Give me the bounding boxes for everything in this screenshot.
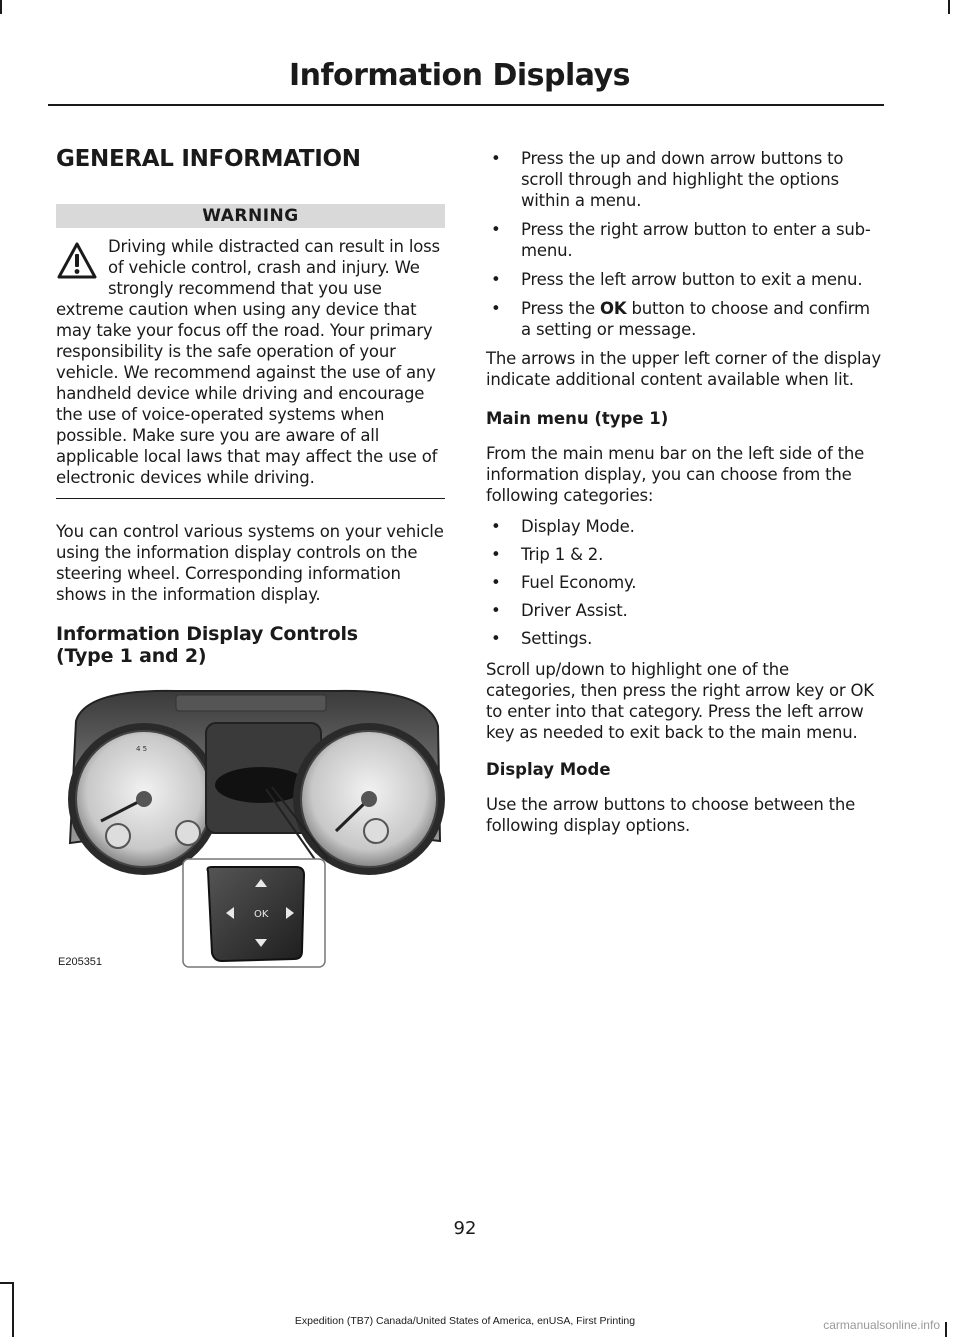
scroll-paragraph: Scroll up/down to highlight one of the categories, then press the right arrow key or OK to enter into that category. Press the left arrow key as needed to exit back to the main menu. [486,660,874,742]
warning-triangle-icon [56,240,98,282]
controls-subheading: Information Display Controls (Type 1 and 2) [56,622,358,667]
list-item: • Driver Assist. [491,601,628,620]
main-menu-paragraph: From the main menu bar on the left side of the information display, you can choose from the following categories: [486,444,865,505]
left-column [56,140,445,981]
list-item: • Settings. [491,629,593,648]
crop-mark-bottom-left-h [0,1282,14,1284]
crop-mark-bottom-right [945,1322,947,1337]
svg-text:4 5: 4 5 [136,744,148,753]
warning-rule [56,498,445,499]
intro-paragraph: You can control various systems on your vehicle using the information display controls on the steering wheel. Corresponding information shows in the information display. [56,521,444,604]
list-item: • Press the left arrow button to exit a menu. [491,270,863,289]
navigation-bullets [486,148,881,340]
page-header-title: Information Displays [288,58,630,93]
main-menu-heading: Main menu (type 1) [486,409,669,428]
warning-heading: WARNING [56,204,445,228]
instrument-cluster-illustration [56,681,445,976]
list-item: • Press the up and down arrow buttons to scroll through and highlight the options within a menu. [491,149,844,210]
display-mode-paragraph: Use the arrow buttons to choose between the following display options. [486,795,856,835]
edition-footer: Expedition (TB7) Canada/United States of America, enUSA, First Printing [294,1315,636,1327]
figure-code: E205351 [58,955,103,968]
ok-label: OK [254,908,269,920]
list-item: • Fuel Economy. [491,573,637,592]
right-column [486,140,881,836]
list-item: • Trip 1 & 2. [491,545,604,564]
header-rule [48,104,884,106]
warning-text: Driving while distracted can result in loss of vehicle control, crash and injury. We strongly recommend that you use extreme caution when using any device that may take your focus off the road. Your primary responsibility is the safe operation of your vehicle. We recommend against the use of any handheld device while driving and encourage the use of voice-operated systems when possible. Make sure you are aware of all applicable local laws that may affect the use of electronic devices while driving. [56,236,440,487]
arrows-paragraph: The arrows in the upper left corner of the display indicate additional content available when lit. [486,349,881,389]
list-item: • Display Mode. [491,517,635,536]
crop-mark-bottom-left [12,1282,14,1337]
display-mode-heading: Display Mode [486,760,611,779]
crop-mark-top-left [0,0,2,14]
ok-button-pad [208,867,305,961]
warning-box [56,236,445,488]
section-title: GENERAL INFORMATION [56,146,361,172]
list-item: • Press the OK button to choose and confirm a setting or message. [491,299,870,339]
watermark: carmanualsonline.info [823,1318,940,1332]
list-item: • Press the right arrow button to enter a sub-menu. [491,220,871,260]
category-list [486,516,881,649]
page-number: 92 [453,1218,477,1239]
instrument-cluster-figure [56,681,445,981]
crop-mark-top-right [948,0,950,14]
